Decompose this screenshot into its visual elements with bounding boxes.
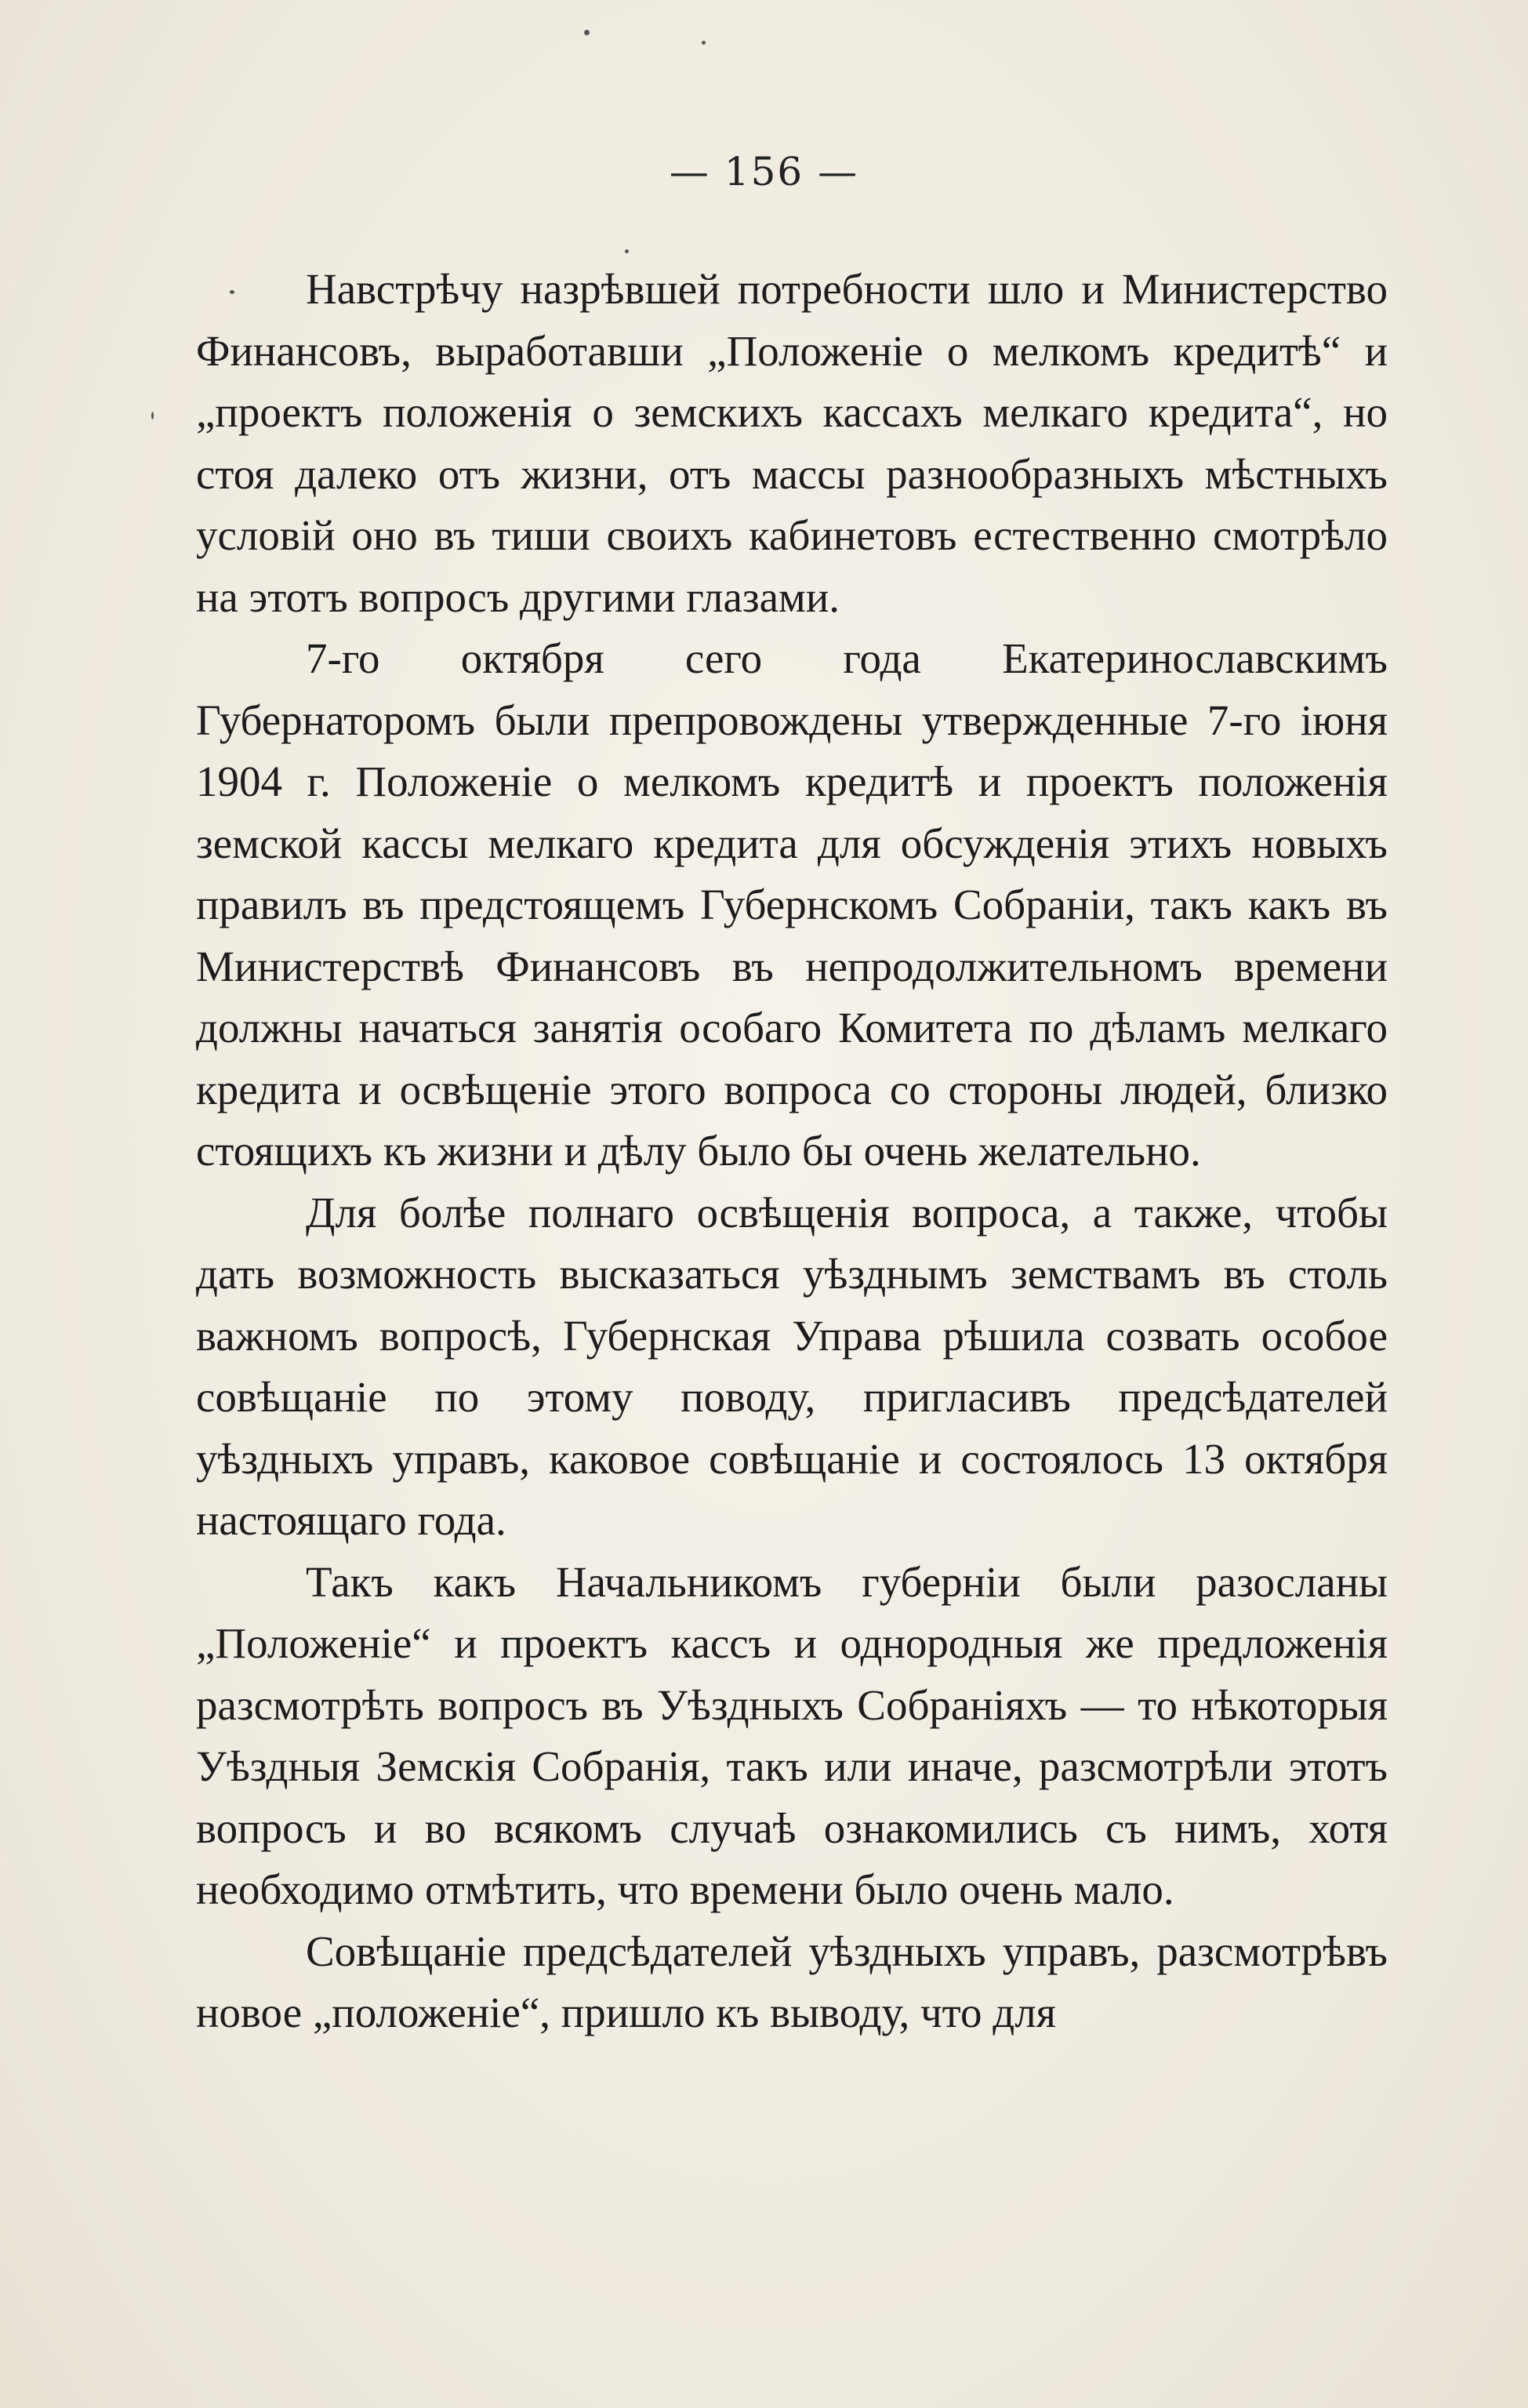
paragraph-3: Для болѣе полнаго освѣщенія вопроса, а также, чтобы дать возможность высказаться уѣзднымъ земствамъ въ столь важномъ вопросѣ, Губернская Управа рѣшила созвать особое совѣщаніе по этому поводу, пригласивъ предсѣдателей уѣздныхъ управъ, каковое совѣщаніе и состоялось 13 октября настоящаго года.: [196, 1188, 1388, 1544]
paper-speck: [625, 249, 629, 253]
paper-speck: [151, 412, 154, 419]
paper-speck: [584, 30, 590, 35]
paper-speck: [702, 41, 706, 45]
paragraph-4: Такъ какъ Начальникомъ губерніи были разосланы „Положеніе“ и проектъ кассъ и однородныя же предложенія разсмотрѣть вопросъ въ Уѣздныхъ Собраніяхъ — то нѣкоторыя Уѣздныя Земскія Собранія, такъ или иначе, разсмотрѣли этотъ вопросъ и во всякомъ случаѣ ознакомились съ нимъ, хотя необходимо отмѣтить, что времени было очень мало.: [196, 1557, 1388, 1913]
paragraph-2: 7-го октября сего года Екатеринославскимъ Губернаторомъ были препровождены утвержденные 7-го іюня 1904 г. Положеніе о мелкомъ кредитѣ и проектъ положенія земской кассы мелкаго кредита для обсужденія этихъ новыхъ правилъ въ предстоящемъ Губернскомъ Собраніи, такъ какъ въ Министерствѣ Финансовъ въ непродолжительномъ времени должны начаться занятія особаго Комитета по дѣламъ мелкаго кредита и освѣщеніе этого вопроса со стороны людей, близко стоящихъ къ жизни и дѣлу было бы очень желательно.: [196, 634, 1388, 1175]
page-number: — 156 —: [669, 149, 859, 194]
text-body: [196, 259, 1388, 2044]
paragraph-1: Навстрѣчу назрѣвшей потребности шло и Министерство Финансовъ, выработавши „Положеніе о мелкомъ кредитѣ“ и „проектъ положенія о земскихъ кассахъ мелкаго кредита“, но стоя далеко отъ жизни, отъ массы разнообразныхъ мѣстныхъ условій оно въ тиши своихъ кабинетовъ естественно смотрѣло на этотъ вопросъ другими глазами.: [196, 265, 1388, 621]
paragraph-5: Совѣщаніе предсѣдателей уѣздныхъ управъ, разсмотрѣвъ новое „положеніе“, пришло къ выводу, что для: [196, 1927, 1388, 2036]
paper-speck: [230, 290, 234, 294]
